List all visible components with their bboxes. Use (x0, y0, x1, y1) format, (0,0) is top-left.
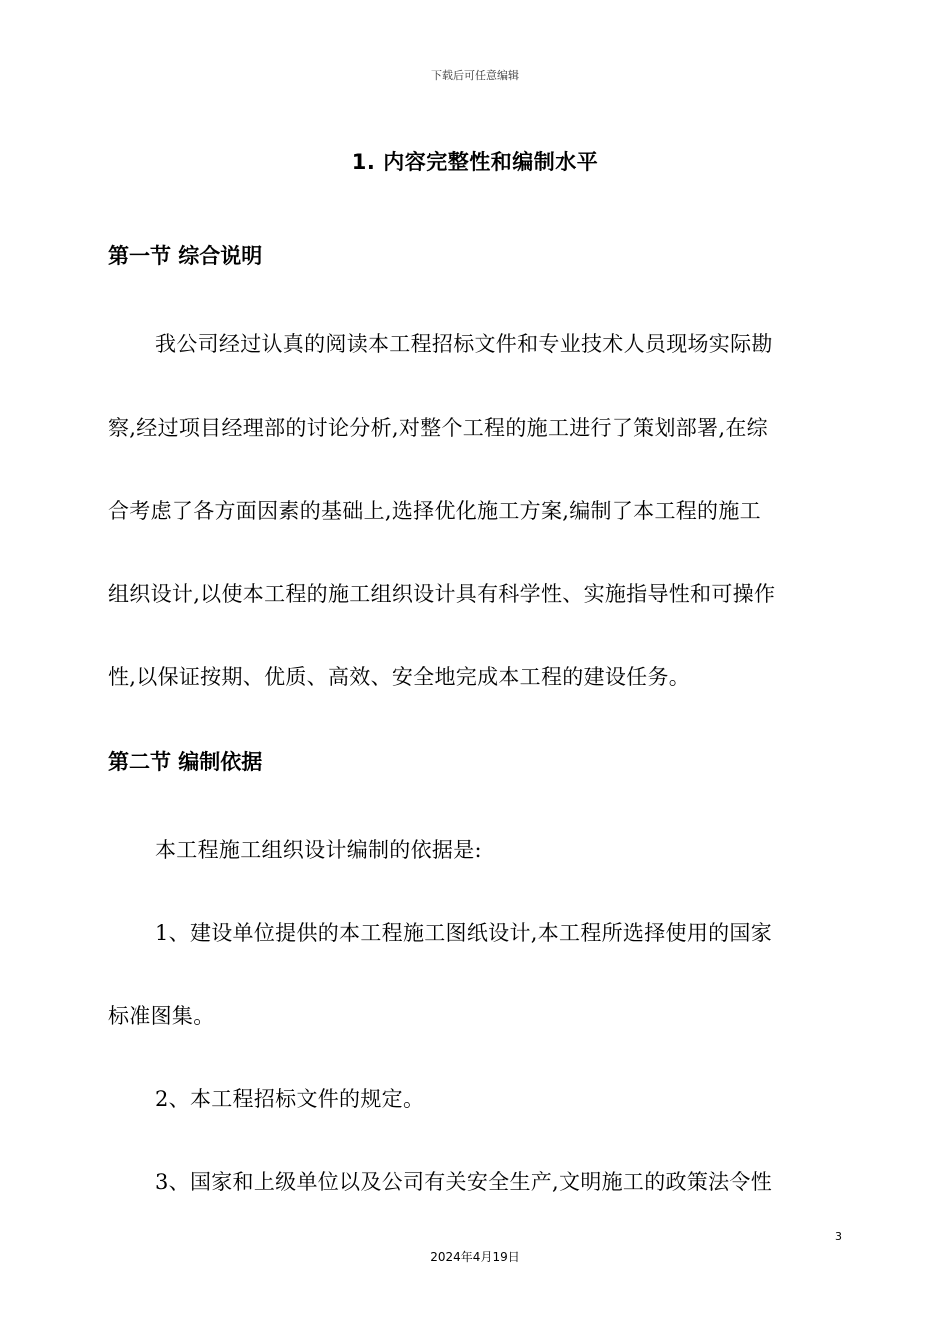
paragraph-line: 组织设计,以使本工程的施工组织设计具有科学性、实施指导性和可操作 (108, 582, 776, 606)
paragraph-line: 我公司经过认真的阅读本工程招标文件和专业技术人员现场实际勘 (155, 332, 773, 356)
list-item-3: 3、国家和上级单位以及公司有关安全生产,文明施工的政策法令性 (155, 1170, 773, 1194)
list-item-1-line-2: 标准图集。 (108, 1004, 215, 1028)
section-heading-2: 第二节 编制依据 (108, 750, 263, 774)
section-heading-1: 第一节 综合说明 (108, 244, 263, 268)
paragraph-line: 察,经过项目经理部的讨论分析,对整个工程的施工进行了策划部署,在综 (108, 416, 768, 440)
list-item-2: 2、本工程招标文件的规定。 (155, 1087, 425, 1111)
footer-date: 2024年4月19日 (430, 1250, 520, 1264)
document-title: 1. 内容完整性和编制水平 (351, 150, 599, 174)
page-number: 3 (835, 1230, 842, 1243)
paragraph-line: 性,以保证按期、优质、高效、安全地完成本工程的建设任务。 (108, 665, 691, 689)
list-item-1-line-1: 1、建设单位提供的本工程施工图纸设计,本工程所选择使用的国家 (155, 921, 773, 945)
paragraph-line: 合考虑了各方面因素的基础上,选择优化施工方案,编制了本工程的施工 (108, 499, 761, 523)
intro-line: 本工程施工组织设计编制的依据是: (155, 838, 482, 862)
header-note: 下载后可任意编辑 (431, 69, 519, 82)
